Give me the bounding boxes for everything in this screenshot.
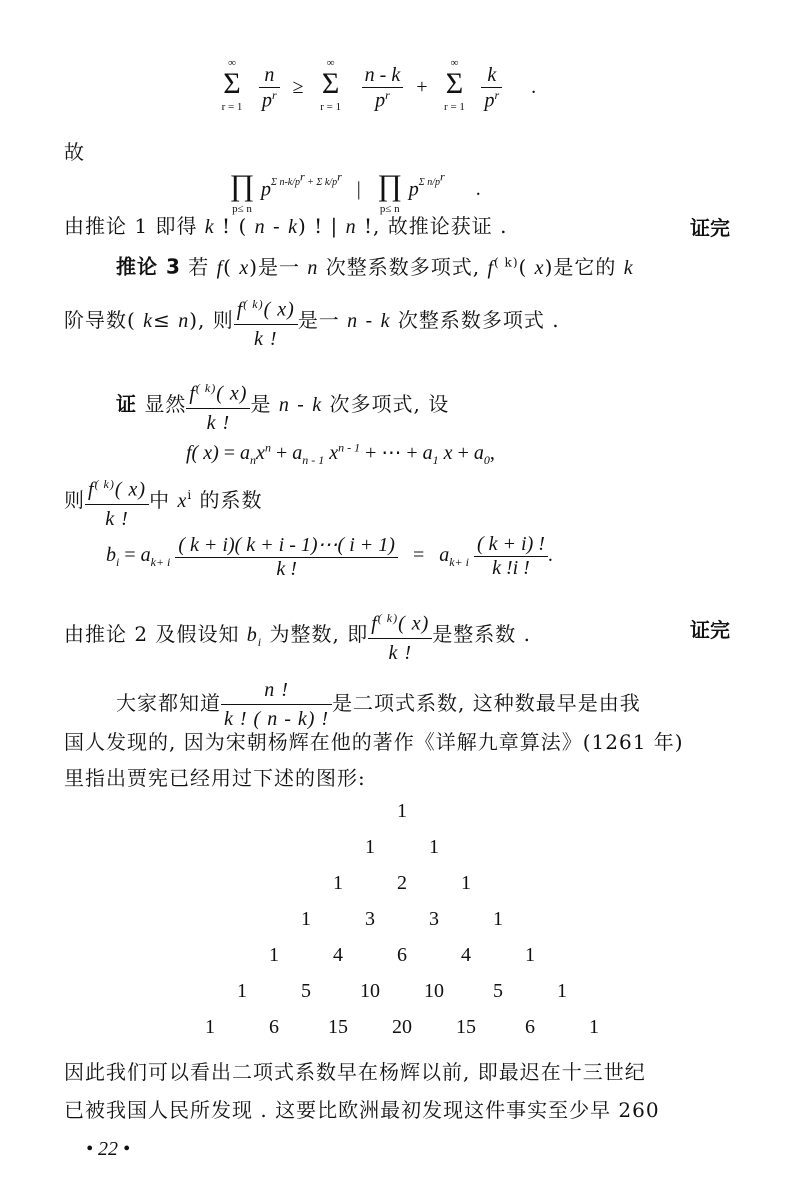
qed-1: 证完	[690, 216, 730, 240]
pascal-number: 1	[461, 872, 471, 894]
corollary3-line2: 阶导数( k≤ n), 则 $\frac{f^{( k)}( x)}{k !}$ 是一 n - k 次整系数多项式 .	[64, 290, 560, 353]
pascal-number: 5	[493, 980, 503, 1002]
pascal-number: 15	[328, 1016, 348, 1038]
pascal-number: 10	[424, 980, 444, 1002]
pascal-number: 1	[589, 1016, 599, 1038]
pascal-number: 1	[365, 836, 375, 858]
sum-inequality: ∞ Σ r = 1 $\frac{n}{p^r}$ ≥ ∞ Σ r = 1 $\frac{n - k}{p^r}$ + ∞ Σ r = 1 $\frac{k}{p^r}$ .	[221, 56, 537, 113]
paragraph-line1: 大家都知道 $\frac{n !}{k ! ( n - k) !}$ 是二项式系数, 这种数最早是由我	[116, 676, 641, 733]
pascal-number: 1	[301, 908, 311, 930]
pascal-number: 1	[429, 836, 439, 858]
pascal-number: 5	[301, 980, 311, 1002]
coefficient-line: 则 $\frac{f^{( k)}( x)}{k !}$ 中 $x^i$ 的系数	[64, 470, 263, 533]
product-divisibility: ∏ p≤ n $p^{\Sigma n-k/p^r + \Sigma k/p^r}$ | ∏ p≤ n $p^{\Sigma n/p^r}$ .	[229, 169, 481, 216]
corollary3-line1: 推论 3 若 f( x)是一 n 次整系数多项式, $f^{( k)}$( x)是它的 k	[116, 254, 634, 279]
corollary2-line: 由推论 2 及假设知 $b_i$ 为整数, 即 $\frac{f^{( k)}( x)}{k !}$ 是整系数 .	[64, 604, 531, 667]
pascal-number: 1	[269, 944, 279, 966]
pascal-number: 2	[397, 872, 407, 894]
pascal-number: 1	[397, 800, 407, 822]
polynomial-definition: f( $x) = a_nx^n + a_{n - 1}$ $x^{n - 1}$ + ⋯ + $a_1$ $x + a_0$,	[186, 440, 495, 467]
pascal-number: 4	[461, 944, 471, 966]
proof-label: 证	[116, 391, 137, 416]
pascal-number: 15	[456, 1016, 476, 1038]
pascal-number: 6	[397, 944, 407, 966]
pascal-number: 20	[392, 1016, 412, 1038]
paragraph-line5: 已被我国人民所发现 . 这要比欧洲最初发现这件事实至少早 260	[64, 1098, 660, 1122]
paragraph-line2: 国人发现的, 因为宋朝杨辉在他的著作《详解九章算法》(1261 年)	[64, 730, 684, 754]
proof-line: 证 显然 $\frac{f^{( k)}( x)}{k !}$ 是 n - k 次多项式, 设	[116, 374, 449, 437]
pascal-number: 1	[205, 1016, 215, 1038]
pascal-number: 6	[525, 1016, 535, 1038]
pascal-number: 3	[429, 908, 439, 930]
pascal-number: 1	[237, 980, 247, 1002]
pascal-number: 1	[557, 980, 567, 1002]
pascal-number: 1	[493, 908, 503, 930]
pascal-number: 6	[269, 1016, 279, 1038]
gu-char: 故	[64, 140, 85, 164]
corollary3-label: 推论 3	[116, 254, 181, 279]
page-number: • 22 •	[86, 1138, 131, 1160]
pascal-number: 4	[333, 944, 343, 966]
pascal-number: 1	[333, 872, 343, 894]
paragraph-line3: 里指出贾宪已经用过下述的图形:	[64, 766, 366, 790]
pascal-number: 1	[525, 944, 535, 966]
paragraph-line4: 因此我们可以看出二项式系数早在杨辉以前, 即最迟在十三世纪	[64, 1060, 646, 1084]
pascal-number: 10	[360, 980, 380, 1002]
pascal-number: 3	[365, 908, 375, 930]
corollary1-line: 由推论 1 即得 k ! ( n - k) ! | n !, 故推论获证 .	[64, 214, 508, 238]
qed-2: 证完	[690, 618, 730, 642]
bi-formula: $b_i = a_{k+ i}$ $\frac{( k + i)( k + i - 1)\cdots( i + 1)}{k !}$ = $a_{k+ i}$ $\frac{( k + i) !}{k !i !}$ .	[106, 533, 553, 580]
